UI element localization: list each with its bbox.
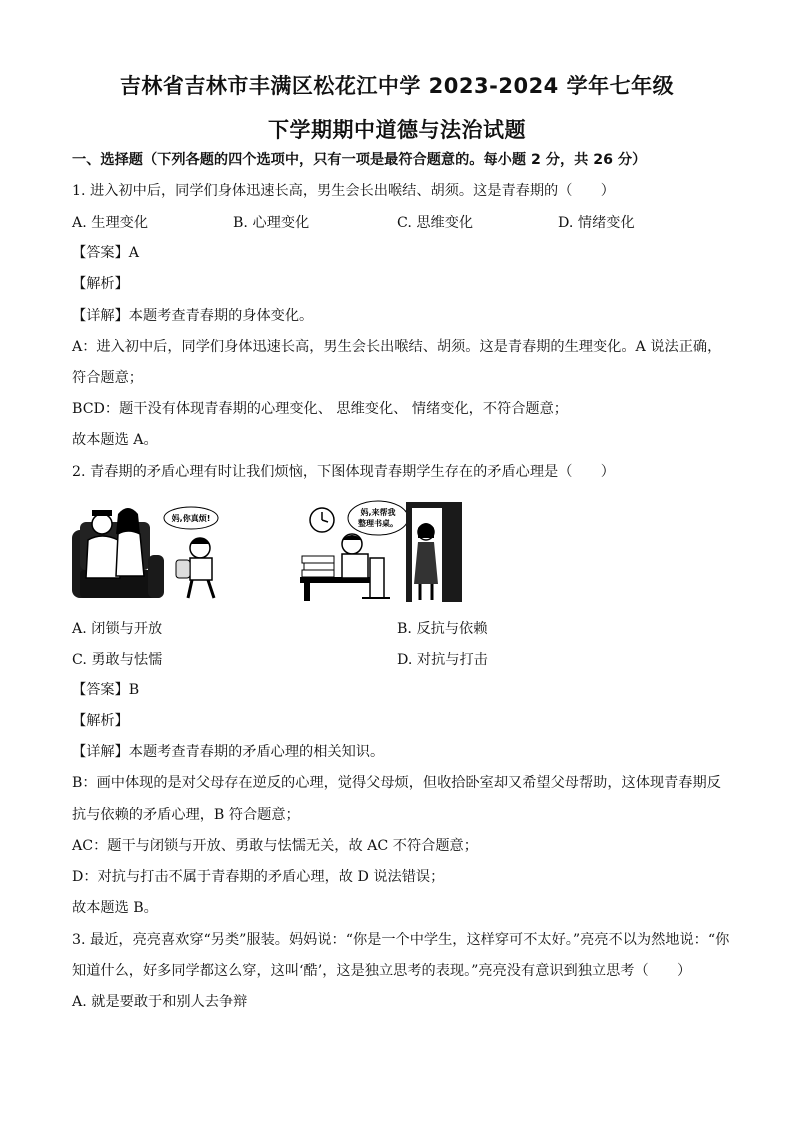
q2-explain-line: D：对抗与打击不属于青春期的矛盾心理，故 D 说法错误； xyxy=(72,869,445,885)
q1-option-c: C. 思维变化 xyxy=(397,215,474,231)
boy-hair xyxy=(190,538,210,544)
student-body xyxy=(342,554,368,578)
mother-body xyxy=(116,531,144,576)
q1-explain-line: 故本题选 A。 xyxy=(72,432,158,448)
q2-option-d: D. 对抗与打击 xyxy=(397,652,488,668)
q3-stem-line1: 3. 最近，亮亮喜欢穿“另类”服装。妈妈说：“你是一个中学生，这样穿可不太好。”亮亮不以为然地说：“你 xyxy=(72,932,730,948)
book xyxy=(304,563,334,570)
q1-answer: 【答案】A xyxy=(72,245,139,261)
page-title-line2: 下学期期中道德与法治试题 xyxy=(268,118,526,142)
boy-backpack xyxy=(176,560,190,578)
q1-detail: 【详解】本题考查青春期的身体变化。 xyxy=(72,308,314,324)
q2-explain-line: B：画中体现的是对父母存在逆反的心理，觉得父母烦，但收拾卧室却又希望父母帮助，这体现青春期反 xyxy=(72,775,721,791)
q2-option-b: B. 反抗与依赖 xyxy=(397,621,488,637)
q1-analysis: 【解析】 xyxy=(72,276,129,292)
page-title-line1: 吉林省吉林市丰满区松花江中学 2023-2024 学年七年级 xyxy=(119,74,675,98)
student-hair xyxy=(342,535,362,540)
book xyxy=(302,570,334,577)
q1-option-d: D. 情绪变化 xyxy=(558,215,635,231)
q3-stem-line2: 知道什么，好多同学都这么穿，这叫‘酷’，这是独立思考的表现。”亮亮没有意识到独立思考（ ） xyxy=(72,963,692,979)
desk-leg xyxy=(304,583,310,601)
q2-explain-line: 故本题选 B。 xyxy=(72,900,158,916)
speech-bubble-right xyxy=(348,501,408,535)
q2-stem: 2. 青春期的矛盾心理有时让我们烦恼，下图体现青春期学生存在的矛盾心理是（ ） xyxy=(72,464,615,480)
speech-bubble-right-text: 整理书桌。 xyxy=(358,519,398,528)
cartoon-left-image xyxy=(70,500,230,604)
q2-answer: 【答案】B xyxy=(72,682,140,698)
q2-detail: 【详解】本题考查青春期的矛盾心理的相关知识。 xyxy=(72,744,385,760)
q1-explain-line: 符合题意； xyxy=(72,370,143,386)
speech-bubble-left-text: 妈,你真烦! xyxy=(171,514,211,523)
section-heading: 一、选择题（下列各题的四个选项中，只有一项是最符合题意的。每小题 2 分，共 26 分） xyxy=(72,152,647,168)
sofa-arm-right xyxy=(148,555,164,598)
mother-hair xyxy=(116,508,140,534)
q1-stem: 1. 进入初中后，同学们身体迅速长高，男生会长出喉结、胡须。这是青春期的（ ） xyxy=(72,183,615,199)
q2-explain-line: AC：题干与闭锁与开放、勇敢与怯懦无关，故 AC 不符合题意； xyxy=(72,838,478,854)
q1-explain-line: A：进入初中后，同学们身体迅速长高，男生会长出喉结、胡须。这是青春期的生理变化。A 说法正确， xyxy=(72,339,722,355)
q1-option-b: B. 心理变化 xyxy=(233,215,310,231)
boy-legs xyxy=(188,580,214,598)
chair xyxy=(370,558,384,598)
boy-body xyxy=(190,558,212,580)
q1-explain-line: BCD：题干没有体现青春期的心理变化、 思维变化、 情绪变化，不符合题意； xyxy=(72,401,568,417)
book xyxy=(302,556,334,563)
father-hair xyxy=(92,510,112,516)
q3-option-a: A. 就是要敢于和别人去争辩 xyxy=(72,994,248,1010)
father-body xyxy=(86,536,120,578)
q1-option-a: A. 生理变化 xyxy=(72,215,149,231)
mother-body xyxy=(414,542,438,584)
speech-bubble-right-text: 妈,来帮我 xyxy=(360,508,396,517)
q2-analysis: 【解析】 xyxy=(72,713,129,729)
q2-option-a: A. 闭锁与开放 xyxy=(72,621,163,637)
cartoon-right-image xyxy=(300,498,466,604)
q2-option-c: C. 勇敢与怯懦 xyxy=(72,652,163,668)
q2-explain-line: 抗与依赖的矛盾心理，B 符合题意； xyxy=(72,807,300,823)
father-head xyxy=(92,514,112,534)
